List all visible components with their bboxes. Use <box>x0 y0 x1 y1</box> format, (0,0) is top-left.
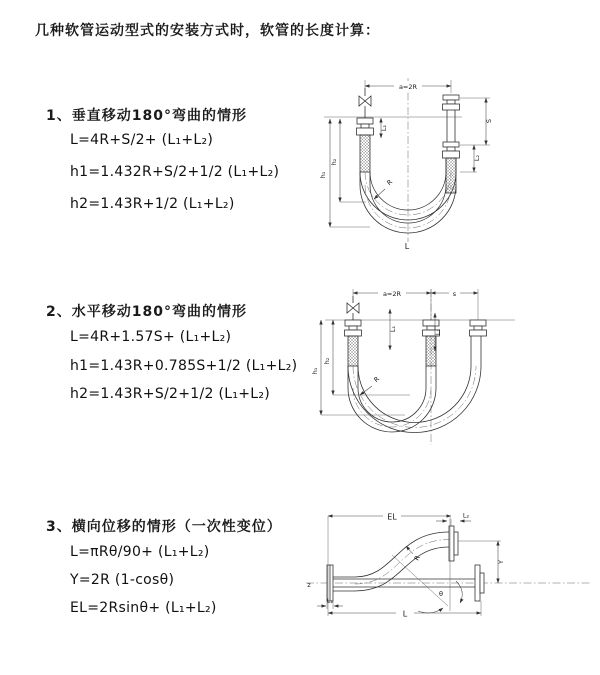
middle-hose-fitting <box>423 320 440 366</box>
radius-label: R <box>385 177 395 187</box>
page-title: 几种软管运动型式的安装方式时，软管的长度计算： <box>35 23 380 39</box>
section-2-formula-L: L=4R+1.57S+ (L₁+L₂) <box>70 329 232 345</box>
right-flange-straight-position <box>475 565 484 601</box>
diagram-horizontal-movement-180-bend <box>310 283 530 461</box>
section-3-formula-EL: EL=2Rsinθ+ (L₁+L₂) <box>70 600 217 616</box>
left-hose-fitting <box>357 118 374 172</box>
hose-u-bend-drawing <box>325 296 515 433</box>
section-2-heading: 2、水平移动180°弯曲的情形 <box>46 304 247 320</box>
section-3-formula-Y: Y=2R (1-cosθ) <box>70 572 175 588</box>
section-3-formula-L: L=πRθ/90+ (L₁+L₂) <box>70 544 210 560</box>
dim-label-l2: L₂ <box>434 328 442 336</box>
dim-label-l2: L₂ <box>473 154 481 162</box>
section-3-heading: 3、横向位移的情形（一次性变位） <box>46 519 282 535</box>
section-2-formula-h2: h2=1.43R+S/2+1/2 (L₁+L₂) <box>70 386 271 402</box>
hose-u-bend-drawing <box>324 88 462 233</box>
dim-label-s: S <box>485 118 493 124</box>
dim-label-l2: L₂ <box>462 511 470 520</box>
dim-label-s: s <box>452 290 457 298</box>
radius-label: R <box>372 374 382 384</box>
radius-label: R <box>412 554 422 562</box>
dim-label-el: EL <box>387 512 397 522</box>
dim-label-h2: h₂ <box>323 357 331 365</box>
dim-label-l: L <box>402 609 408 619</box>
dim-label-l1: L₁ <box>326 597 334 605</box>
dim-label-h1: h₁ <box>311 367 319 375</box>
section-2 <box>46 301 336 431</box>
axis-mark: z <box>307 581 311 589</box>
right-hose-fitting <box>470 320 487 336</box>
diagram-lateral-displacement <box>300 503 600 648</box>
dim-label-l1: L₁ <box>380 124 388 132</box>
angle-label: θ <box>439 590 443 598</box>
section-1-formula-L: L=4R+S/2+ (L₁+L₂) <box>70 132 214 148</box>
top-flange-displaced-position <box>449 526 458 561</box>
dim-label-h2: h₂ <box>330 158 338 166</box>
dim-label-a2r: a=2R <box>382 290 402 298</box>
section-1-formula-h2: h2=1.43R+1/2 (L₁+L₂) <box>70 196 235 212</box>
dimensions <box>319 80 493 251</box>
valve-icon <box>359 88 371 118</box>
dim-label-h1: h₁ <box>319 171 327 179</box>
dim-label-a2r: a=2R <box>398 83 418 91</box>
section-2-formula-h1: h1=1.43R+0.785S+1/2 (L₁+L₂) <box>70 358 298 374</box>
left-hose-fitting <box>345 320 362 366</box>
dim-label-y: Y <box>497 560 505 564</box>
right-hose-fitting <box>443 95 460 193</box>
section-1 <box>46 105 336 235</box>
section-3 <box>46 516 336 646</box>
hose-s-curve-drawing <box>327 517 484 613</box>
dimensions <box>311 289 478 416</box>
centerlines <box>306 581 592 589</box>
section-1-heading: 1、垂直移动180°弯曲的情形 <box>46 108 247 124</box>
section-1-formula-h1: h1=1.432R+S/2+1/2 (L₁+L₂) <box>70 164 280 180</box>
diagram-vertical-movement-180-bend <box>310 72 525 257</box>
dim-label-l1: L₁ <box>389 325 397 333</box>
length-label: L <box>404 242 410 251</box>
